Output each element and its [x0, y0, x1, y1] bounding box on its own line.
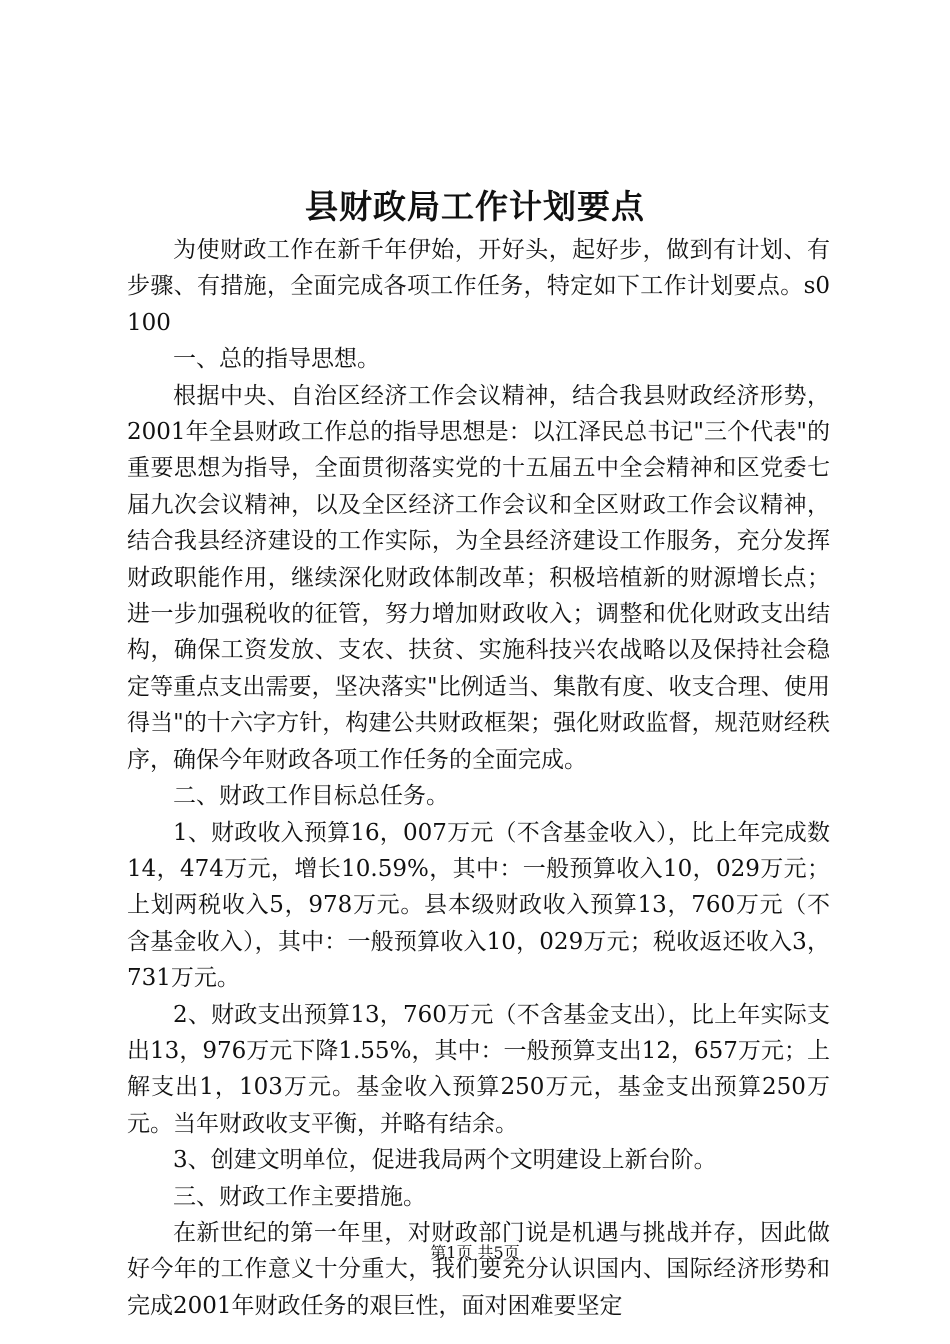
paragraph-revenue-target: 1、财政收入预算16，007万元（不含基金收入），比上年完成数14，474万元，增长10.59%，其中：一般预算收入10，029万元；上划两税收入5，978万元。县本级财政收入预算13，760万元（不含基金收入），其中：一般预算收入10，029万元；税收返还收入3，731万元。	[127, 819, 830, 992]
paragraph-expenditure-target: 2、财政支出预算13，760万元（不含基金支出），比上年实际支出13，976万元下降1.55%，其中：一般预算支出12，657万元；上解支出1，103万元。基金收入预算250万元，基金支出预算250万元。当年财政收支平衡，并略有结余。	[127, 1001, 830, 1137]
section-heading-guiding-thought: 一、总的指导思想。	[173, 346, 380, 373]
document-body	[127, 232, 830, 1324]
section-heading-measures: 三、财政工作主要措施。	[173, 1183, 426, 1210]
section-heading-targets: 二、财政工作目标总任务。	[173, 783, 449, 810]
paragraph-civilized-unit: 3、创建文明单位，促进我局两个文明建设上新台阶。	[173, 1147, 717, 1174]
paragraph-guiding-thought: 根据中央、自治区经济工作会议精神，结合我县财政经济形势，2001年全县财政工作总的指导思想是：以江泽民总书记"三个代表"的重要思想为指导，全面贯彻落实党的十五届五中全会精神和区党委七届九次会议精神，以及全区经济工作会议和全区财政工作会议精神，结合我县经济建设的工作实际，为全县经济建设工作服务，充分发挥财政职能作用，继续深化财政体制改革；积极培植新的财源增长点；进一步加强税收的征管，努力增加财政收入；调整和优化财政支出结构，确保工资发放、支农、扶贫、实施科技兴农战略以及保持社会稳定等重点支出需要，坚决落实"比例适当、集散有度、收支合理、使用得当"的十六字方针，构建公共财政框架；强化财政监督，规范财经秩序，确保今年财政各项工作任务的全面完成。	[127, 382, 830, 773]
document-title: 县财政局工作计划要点	[305, 187, 645, 226]
paragraph-measures: 在新世纪的第一年里，对财政部门说是机遇与挑战并存，因此做好今年的工作意义十分重大，我们要充分认识国内、国际经济形势和完成2001年财政任务的艰巨性，面对困难要坚定	[127, 1219, 830, 1319]
page-footer: 第1页 共5页	[430, 1243, 520, 1262]
paragraph-intro: 为使财政工作在新千年伊始，开好头，起好步，做到有计划、有步骤、有措施，全面完成各项工作任务，特定如下工作计划要点。s0100	[127, 237, 830, 336]
